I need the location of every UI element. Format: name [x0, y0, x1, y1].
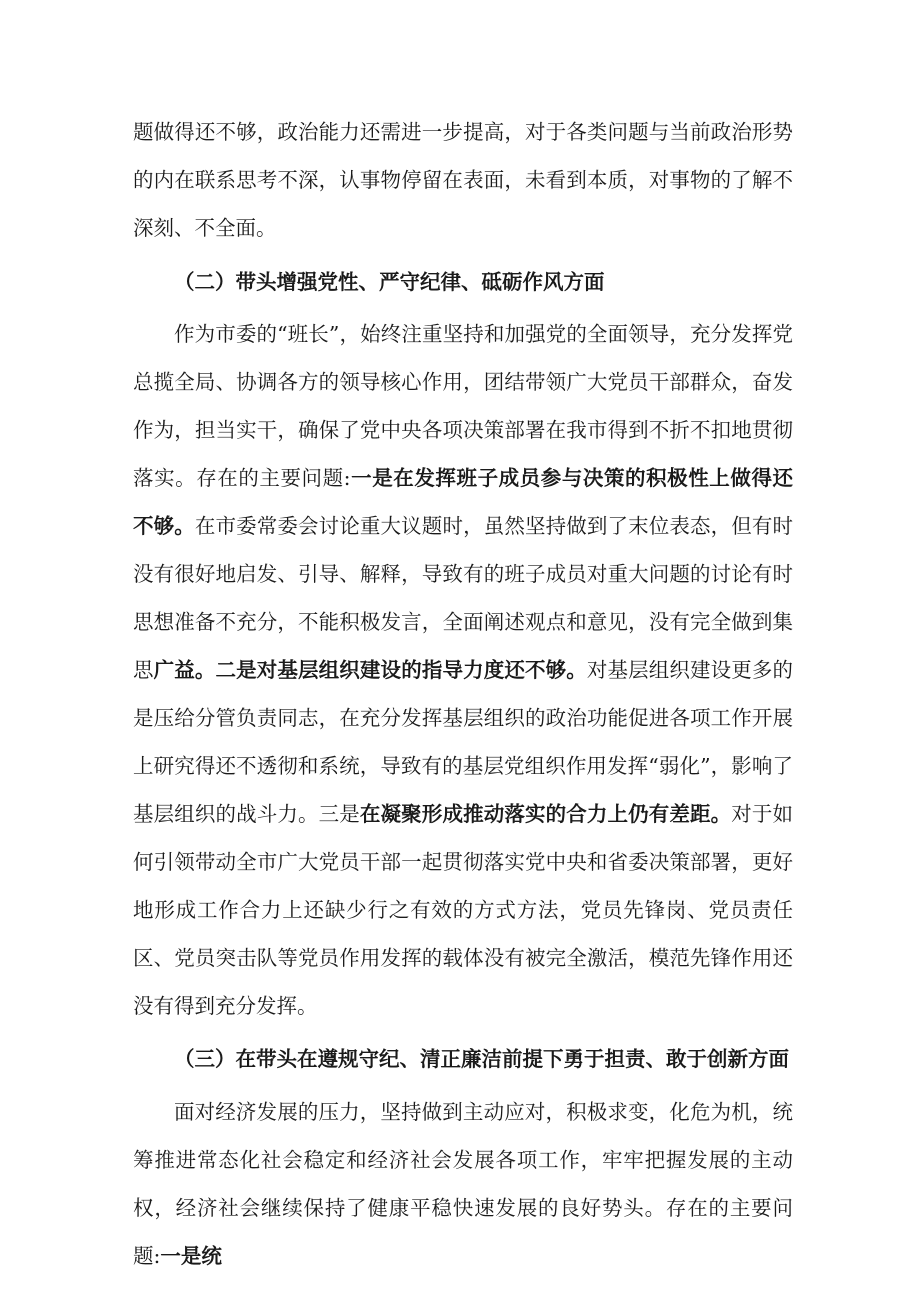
paragraph-text: 面对经济发展的压力，坚持做到主动应对，积极求变，化危为机，统筹推进常态化社会稳定和经济社会发展各项工作，牢牢把握发展的主动权，经济社会继续保持了健康平稳快速发展的良好势头。存在的主要问题: — [133, 1100, 793, 1268]
paragraph-continuation — [133, 108, 793, 252]
bold-point-start: 一是统 — [160, 1244, 222, 1268]
paragraph-text: 作为市委的“班长”，始终注重坚持和加强党的全面领导，充分发挥党总揽全局、协调各方的领导核心作用，团结带领广大党员干部群众，奋发作为，担当实干，确保了党中央各项决策部署在我市得到不折不扣地贯彻落实。存在的主要问题: — [133, 322, 793, 490]
document-body — [133, 108, 793, 1280]
paragraph-text: 对于如何引领带动全市广大党员干部一起贯彻落实党中央和省委决策部署，更好地形成工作合力上还缺少行之有效的方式方法，党员先锋岗、党员责任区、党员突击队等党员作用发挥的载体没有被完全激活，模范先锋作用还没有得到充分发挥。 — [133, 802, 794, 1018]
paragraph-section-3 — [133, 1088, 793, 1280]
bold-point-1: 一是在发挥班子成员参与决策的积极性上做得还不够。 — [133, 466, 794, 538]
section-heading-2: （二）带头增强党性、严守纪律、砥砺作风方面 — [174, 270, 605, 294]
paragraph-text: 对基层组织建设更多的是压给分管负责同志，在充分发挥基层组织的政治功能促进各项工作开展上研究得还不透彻和系统，导致有的基层党组织作用发挥“弱化”，影响了基层组织的战斗力。三是 — [133, 658, 794, 826]
section-heading-3: （三）在带头在遵规守纪、清正廉洁前提下勇于担责、敢于创新方面 — [174, 1047, 789, 1071]
bold-point-2: 广益。二是对基层组织建设的指导力度还不够。 — [153, 658, 587, 682]
bold-point-3: 在凝聚形成推动落实的合力上仍有差距。 — [359, 802, 732, 826]
paragraph-text: 在市委常委会讨论重大议题时，虽然坚持做到了末位表态，但有时没有很好地启发、引导、解释，导致有的班子成员对重大问题的讨论有时思想准备不充分，不能积极发言，全面阐述观点和意见，没有完全做到集思 — [133, 514, 794, 682]
paragraph-text: 题做得还不够，政治能力还需进一步提高，对于各类问题与当前政治形势的内在联系思考不深，认事物停留在表面，未看到本质，对事物的了解不深刻、不全面。 — [133, 120, 793, 240]
paragraph-section-2 — [133, 310, 793, 1030]
